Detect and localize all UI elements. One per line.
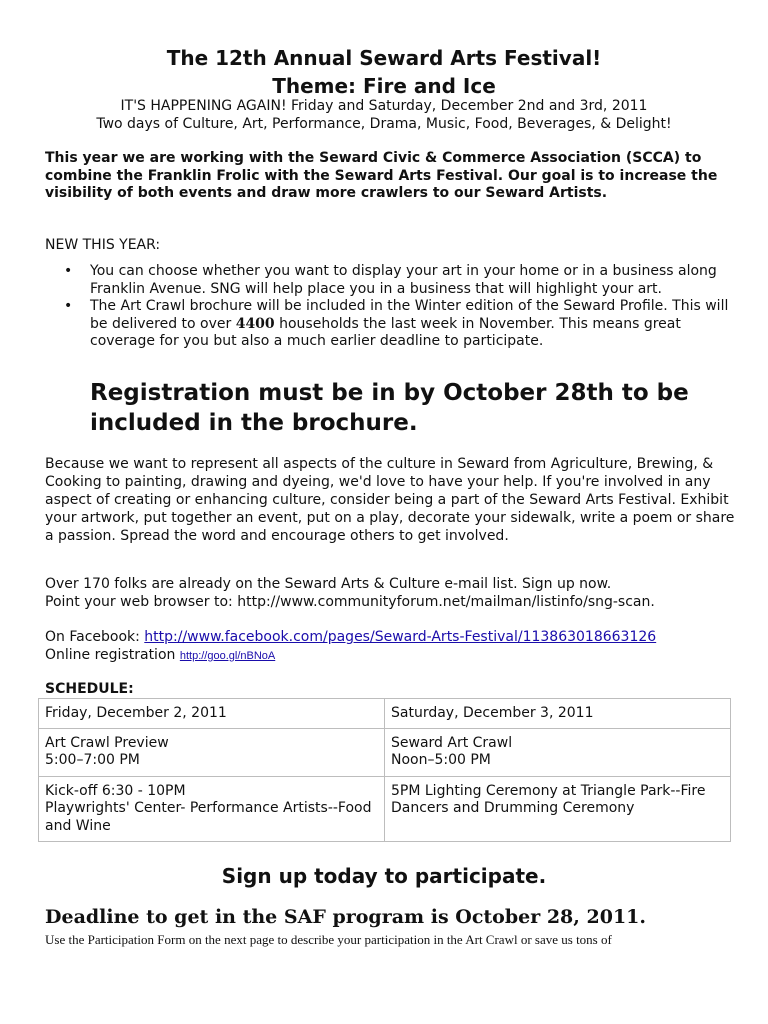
table-cell [39,728,385,776]
signup-callout: Sign up today to participate. [221,864,547,888]
new-this-year-list [45,263,735,351]
intro-paragraph: This year we are working with the Seward Civic & Commerce Association (SCCA) to combine the Franklin Frolic with the Seward Arts Festival. Our goal is to increase the visibility of both events and draw more crawlers to our Seward Artists. [45,150,718,201]
links-paragraph [45,628,735,665]
title-line-2: Theme: Fire and Ice [272,74,496,98]
registration-line [45,646,735,665]
title-line-1: The 12th Annual Seward Arts Festival! [166,46,602,70]
cell-line: Playwrights' Center- Performance Artists--Food and Wine [45,800,372,834]
participation-form-note: Use the Participation Form on the next page to describe your participation in the Art Crawl or save us tons of [45,932,612,947]
event-summary [0,97,768,133]
bullet-text-1: You can choose whether you want to display your art in your home or in a business along Franklin Avenue. SNG will help place you in a business that will highlight your art. [90,263,717,297]
household-count: 4400 [235,315,275,332]
cell-line: Noon–5:00 PM [391,752,491,768]
cell-line: Seward Art Crawl [391,734,513,751]
registration-label: Online registration [45,647,180,663]
table-row [39,728,731,776]
new-this-year-label: NEW THIS YEAR: [45,237,161,253]
email-list-paragraph [45,575,735,611]
facebook-link[interactable]: http://www.facebook.com/pages/Seward-Arts-Festival/113863018663126 [144,629,657,645]
list-item [45,298,735,351]
happening-line: IT'S HAPPENING AGAIN! Friday and Saturday, December 2nd and 3rd, 2011 [120,98,648,114]
registration-deadline-notice: Registration must be in by October 28th to be included in the brochure. [90,380,689,436]
registration-link[interactable]: http://goo.gl/nBNoA [179,650,276,662]
table-row [39,776,731,842]
friday-header: Friday, December 2, 2011 [39,699,385,729]
facebook-label: On Facebook: [45,629,145,645]
cell-line: 5:00–7:00 PM [45,752,140,768]
table-cell [39,776,385,842]
bullet-icon: • [64,298,73,314]
table-cell [385,728,731,776]
table-row [39,699,731,729]
bullet-icon: • [64,263,73,279]
bullet-text-2a: The Art Crawl brochure will be included in the Winter edition of the Seward Profile. This will be delivered to over [90,298,729,332]
list-item [45,263,735,298]
facebook-line [45,628,735,646]
two-days-line: Two days of Culture, Art, Performance, Drama, Music, Food, Beverages, & Delight! [96,116,672,132]
schedule-table [38,698,731,842]
schedule-label: SCHEDULE: [45,681,134,697]
saturday-header: Saturday, December 3, 2011 [385,699,731,729]
program-deadline: Deadline to get in the SAF program is October 28, 2011. [45,906,647,928]
email-line-2: Point your web browser to: http://www.communityforum.net/mailman/listinfo/sng-scan. [45,594,655,610]
culture-paragraph: Because we want to represent all aspects of the culture in Seward from Agriculture, Brewing, & Cooking to painting, drawing and dyeing, we'd love to have your help. If you're involved in any aspect of creating or enhancing culture, consider being a part of the Seward Arts Festival. Exhibit your artwork, put together an event, put on a play, decorate your sidewalk, write a poem or share a passion. Spread the word and encourage others to get involved. [45,456,735,544]
bullet-text-2b: households the last week in November. This means great coverage for you but also a much earlier deadline to participate. [90,315,681,349]
cell-line: Art Crawl Preview [45,734,169,751]
table-cell [385,776,731,842]
email-line-1: Over 170 folks are already on the Seward Arts & Culture e-mail list. Sign up now. [45,576,612,592]
page-title [0,44,768,100]
cell-line: 5PM Lighting Ceremony at Triangle Park--Fire Dancers and Drumming Ceremony [391,782,706,816]
cell-line: Kick-off 6:30 - 10PM [45,782,186,799]
